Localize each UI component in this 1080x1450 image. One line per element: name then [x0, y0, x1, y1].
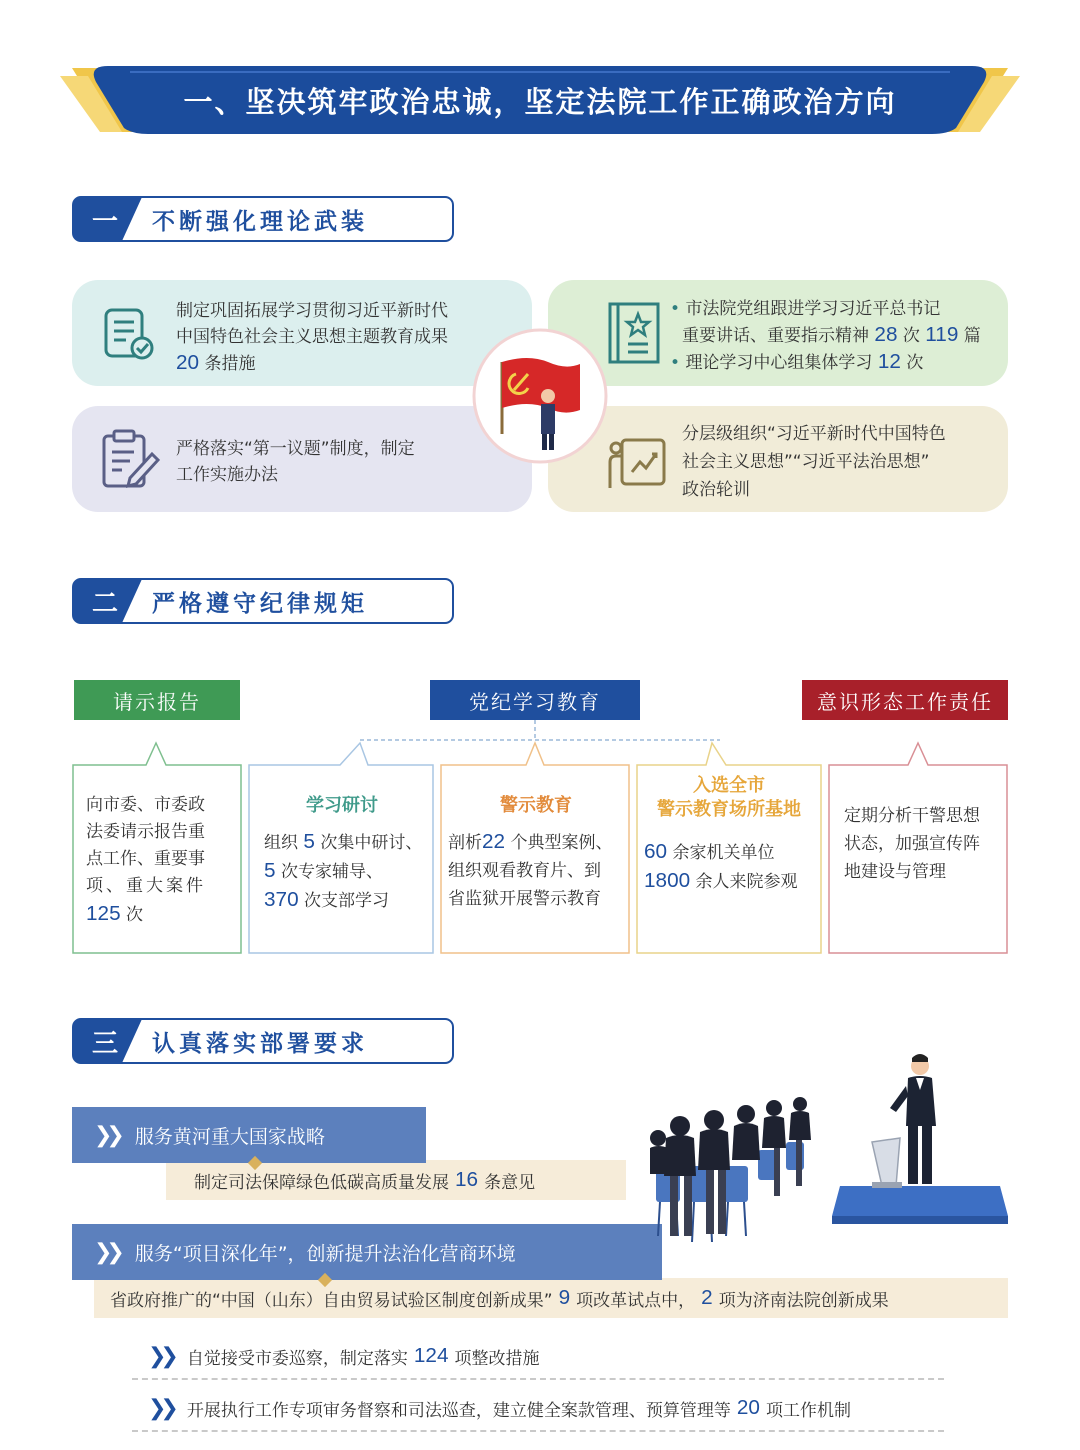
box-text: 剖析: [448, 833, 482, 853]
bullet-text: 自觉接受市委巡察，制定落实: [186, 1348, 408, 1369]
meeting-speaker-illustration: [650, 1046, 1010, 1256]
box-text-line: 状态，加强宣传阵: [844, 834, 980, 854]
tag-request-report: 请示报告: [74, 680, 240, 720]
box-text: 次专家辅导、: [280, 862, 383, 882]
card-text-line: 分层级组织“习近平新时代中国特色: [682, 424, 946, 444]
card-text-line: 理论学习中心组集体学习: [685, 353, 873, 373]
stat-number: 16: [455, 1168, 479, 1191]
stat-number: 2: [701, 1286, 713, 1309]
box-text-line: 定期分析干警思想: [844, 806, 980, 826]
box-text-line: 法委请示报告重: [86, 822, 205, 842]
bar-title: 服务“项目深化年”，创新提升法治化营商环境: [134, 1242, 516, 1265]
chevron-right-icon: ❯❯: [94, 1122, 119, 1148]
stat-number: 12: [877, 350, 901, 373]
box-study-seminar: [250, 766, 434, 952]
strip-suffix: 项为济南法院创新成果: [718, 1290, 889, 1311]
box-ideology: [844, 802, 1004, 886]
party-flag-icon: [470, 326, 610, 466]
box-warning-education: [442, 766, 630, 952]
stat-number: 124: [413, 1344, 449, 1367]
bar-project-deepening-year: [72, 1224, 662, 1280]
stat-number: 20: [176, 351, 200, 374]
stat-number: 370: [264, 888, 299, 911]
banner-title: 一、坚决筑牢政治忠诚，坚定法院工作正确政治方向: [183, 84, 897, 119]
clipboard-pen-icon: [100, 428, 160, 492]
section-title: 认真落实部署要求: [152, 1030, 368, 1057]
box-text-line: 项、重大案件: [86, 876, 206, 896]
chevron-right-icon: ❯❯: [148, 1343, 173, 1369]
stat-number: 28: [874, 323, 898, 346]
section-number: 二: [91, 588, 118, 619]
document-check-icon: [100, 306, 158, 364]
box-text: 个典型案例、: [510, 833, 613, 853]
stat-number: 9: [558, 1286, 571, 1309]
section-number: 一: [91, 206, 118, 237]
strip-suffix: 条意见: [484, 1172, 536, 1193]
stat-number: 60: [644, 840, 668, 863]
stat-number: 125: [86, 902, 121, 925]
presentation-chart-icon: [606, 432, 668, 492]
bar-yellow-river-strategy: [72, 1107, 426, 1163]
bar-title: 服务黄河重大国家战略: [134, 1125, 325, 1148]
card-text-line: 制定巩固拓展学习贯彻习近平新时代: [176, 301, 448, 321]
box-text: 组织: [264, 833, 298, 853]
card-text-line: 市法院党组跟进学习习近平总书记: [685, 299, 941, 319]
stat-number: 119: [925, 323, 959, 346]
section-header-2: [72, 578, 454, 624]
card-theory-measures: [72, 280, 532, 386]
section-header-3: [72, 1018, 454, 1064]
card-first-topic: [72, 406, 532, 512]
box-text: 次集中研讨、: [320, 833, 423, 853]
stat-suffix: 次: [902, 326, 920, 346]
stat-number: 5: [303, 830, 315, 853]
strip-text: 项改革试点中，: [576, 1290, 696, 1311]
section-title: 不断强化理论武装: [152, 208, 368, 235]
box-title: 警示教育: [500, 795, 572, 816]
box-title: 警示教育场所基地: [657, 799, 801, 820]
card-text-line: 严格落实“第一议题”制度，制定: [176, 439, 415, 459]
section-title: 严格遵守纪律规矩: [152, 590, 368, 617]
bullet-inspection-rectification: [148, 1336, 539, 1376]
box-title: 入选全市: [693, 775, 765, 796]
bullet-suffix: 项工作机制: [765, 1400, 851, 1421]
box-text: 余家机关单位: [672, 843, 775, 863]
bullet-suffix: 项整改措施: [454, 1348, 540, 1369]
box-request-report: [86, 792, 236, 929]
card-text-line: 中国特色社会主义思想主题教育成果: [176, 327, 448, 347]
strip-text: 制定司法保障绿色低碳高质量发展: [194, 1172, 449, 1193]
box-text-line: 地建设与管理: [844, 862, 946, 882]
box-text-line: 向市委、市委政: [86, 795, 205, 815]
strip-green-development: [166, 1160, 626, 1200]
box-text: 次支部学习: [304, 891, 390, 911]
stat-suffix: 条措施: [204, 354, 256, 374]
stat-number: 22: [482, 830, 506, 853]
stat-number: 5: [264, 859, 276, 882]
chevron-right-icon: ❯❯: [94, 1239, 119, 1265]
box-text: 余人来院参观: [695, 872, 798, 892]
card-political-training: [548, 406, 1008, 512]
card-text-line: 社会主义思想”“习近平法治思想”: [682, 452, 930, 472]
card-party-study: • 市法院党组跟进学习习近平总书记 重要讲话、重要指示精神 28 次 119 篇 • 理论学习中心组集体学习 12 次: [548, 280, 1008, 386]
bullet-execution-mechanism: [148, 1388, 851, 1428]
tag-discipline-education: 党纪学习教育: [430, 680, 640, 720]
stat-number: 20: [736, 1396, 760, 1419]
dashed-divider: [132, 1378, 944, 1380]
card-text-line: 政治轮训: [682, 480, 750, 500]
dashed-divider: [132, 1430, 944, 1432]
strip-free-trade-zone: [94, 1278, 1008, 1318]
stat-suffix: 次: [126, 905, 144, 925]
box-warning-base: [638, 766, 820, 952]
card-text-line: 重要讲话、重要指示精神: [682, 326, 869, 346]
stat-suffix: 篇: [963, 326, 981, 346]
strip-text: 省政府推广的“中国（山东）自由贸易试验区制度创新成果”: [110, 1290, 553, 1311]
box-text-line: 组织观看教育片、到: [448, 861, 601, 881]
box-text-line: 点工作、重要事: [86, 849, 205, 869]
section-header-1: [72, 196, 454, 242]
party-star-book-icon: [606, 300, 662, 366]
box-text-line: 省监狱开展警示教育: [448, 889, 601, 909]
bullet-text: 开展执行工作专项审务督察和司法巡查，建立健全案款管理、预算管理等: [186, 1400, 731, 1421]
chevron-right-icon: ❯❯: [148, 1395, 173, 1421]
box-title: 学习研讨: [306, 795, 378, 816]
section-number: 三: [91, 1028, 118, 1059]
stat-suffix: 次: [906, 353, 924, 373]
stat-number: 1800: [644, 869, 691, 892]
card-text-line: 工作实施办法: [176, 465, 278, 485]
tag-ideology-responsibility: 意识形态工作责任: [802, 680, 1008, 720]
